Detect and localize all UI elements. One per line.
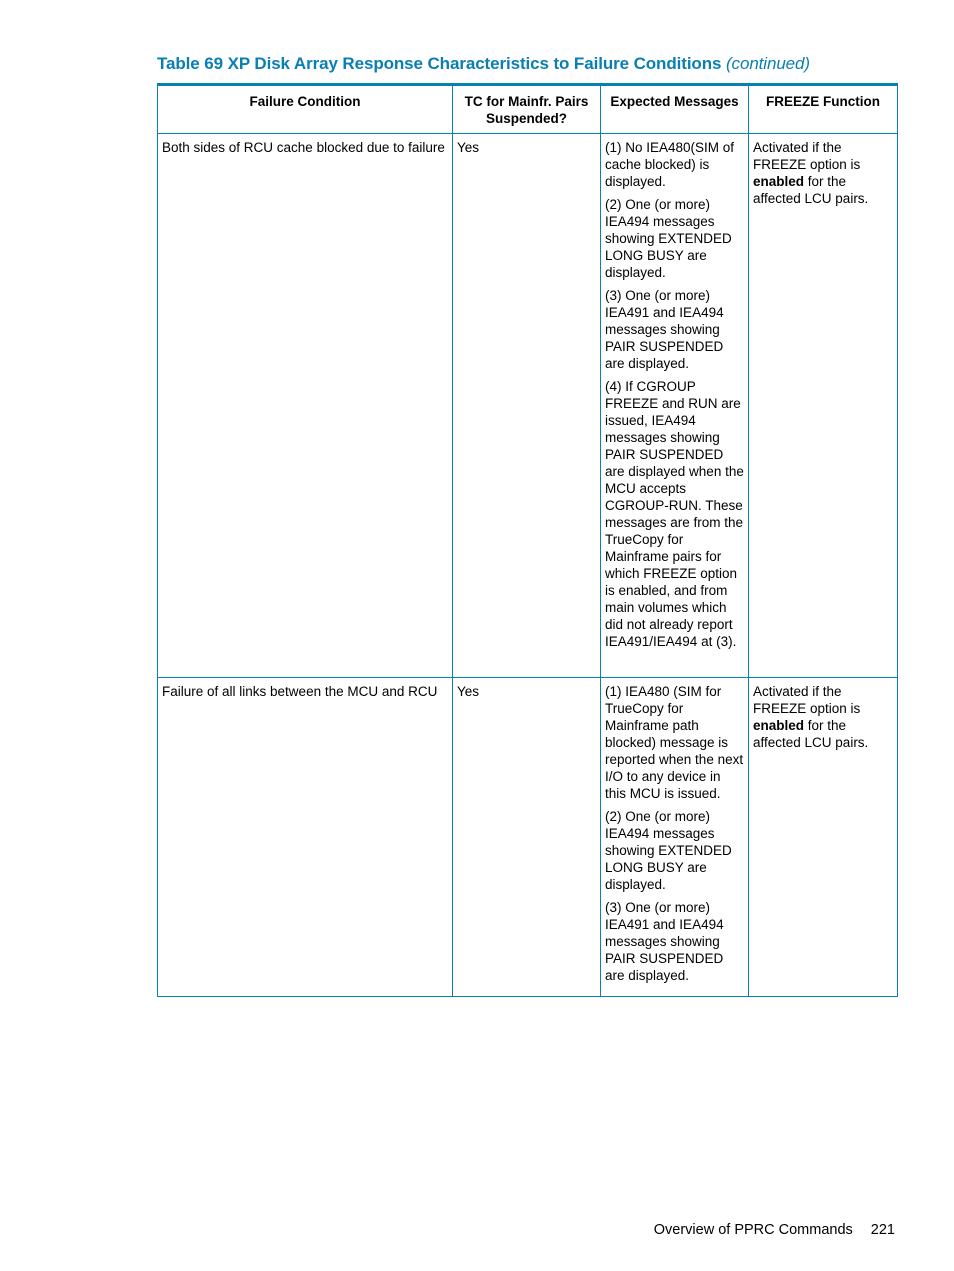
message-item: (2) One (or more) IEA494 messages showing EXTENDED LONG BUSY are displayed. xyxy=(605,809,732,892)
freeze-text-before: Activated if the FREEZE option is xyxy=(753,684,861,716)
cell-freeze xyxy=(749,678,898,997)
header-tc-suspended: TC for Mainfr. Pairs Suspended? xyxy=(453,85,601,134)
freeze-text-bold: enabled xyxy=(753,174,805,189)
table-caption xyxy=(157,54,810,74)
table-row xyxy=(158,134,898,678)
header-freeze-function: FREEZE Function xyxy=(749,85,898,134)
table-title: Table 69 XP Disk Array Response Characteristics to Failure Conditions xyxy=(157,54,722,73)
continued-label: (continued) xyxy=(726,54,810,73)
table-header-row xyxy=(158,85,898,134)
cell-condition: Both sides of RCU cache blocked due to failure xyxy=(158,134,453,678)
message-item: (4) If CGROUP FREEZE and RUN are issued, IEA494 messages showing PAIR SUSPENDED are displayed when the MCU accepts CGROUP-RUN. These messages are from the TrueCopy for Mainframe pairs for which FREEZE option is enabled, and from main volumes which did not already report IEA491/IEA494 at (3). xyxy=(605,379,744,649)
cell-messages xyxy=(601,678,749,997)
message-item: (1) IEA480 (SIM for TrueCopy for Mainframe path blocked) message is reported when the next I/O to any device in this MCU is issued. xyxy=(605,684,744,801)
header-failure-condition: Failure Condition xyxy=(158,85,453,134)
message-item: (3) One (or more) IEA491 and IEA494 messages showing PAIR SUSPENDED are displayed. xyxy=(605,288,724,371)
footer-section-title: Overview of PPRC Commands xyxy=(653,1222,853,1238)
freeze-text-before: Activated if the FREEZE option is xyxy=(753,140,861,172)
message-item: (1) No IEA480(SIM of cache blocked) is displayed. xyxy=(605,140,735,189)
cell-freeze xyxy=(749,134,898,678)
freeze-text-after: for the affected LCU pairs. xyxy=(753,174,869,206)
response-table xyxy=(157,83,898,997)
page-number: 221 xyxy=(870,1222,895,1238)
table-row xyxy=(158,678,898,997)
cell-suspended: Yes xyxy=(453,134,601,678)
header-expected-messages: Expected Messages xyxy=(601,85,749,134)
cell-suspended: Yes xyxy=(453,678,601,997)
cell-condition: Failure of all links between the MCU and RCU xyxy=(158,678,453,997)
freeze-text-after: for the affected LCU pairs. xyxy=(753,718,869,750)
message-item: (3) One (or more) IEA491 and IEA494 messages showing PAIR SUSPENDED are displayed. xyxy=(605,900,724,983)
page-footer xyxy=(654,1222,895,1238)
message-item: (2) One (or more) IEA494 messages showing EXTENDED LONG BUSY are displayed. xyxy=(605,197,732,280)
cell-messages xyxy=(601,134,749,678)
freeze-text-bold: enabled xyxy=(753,718,805,733)
